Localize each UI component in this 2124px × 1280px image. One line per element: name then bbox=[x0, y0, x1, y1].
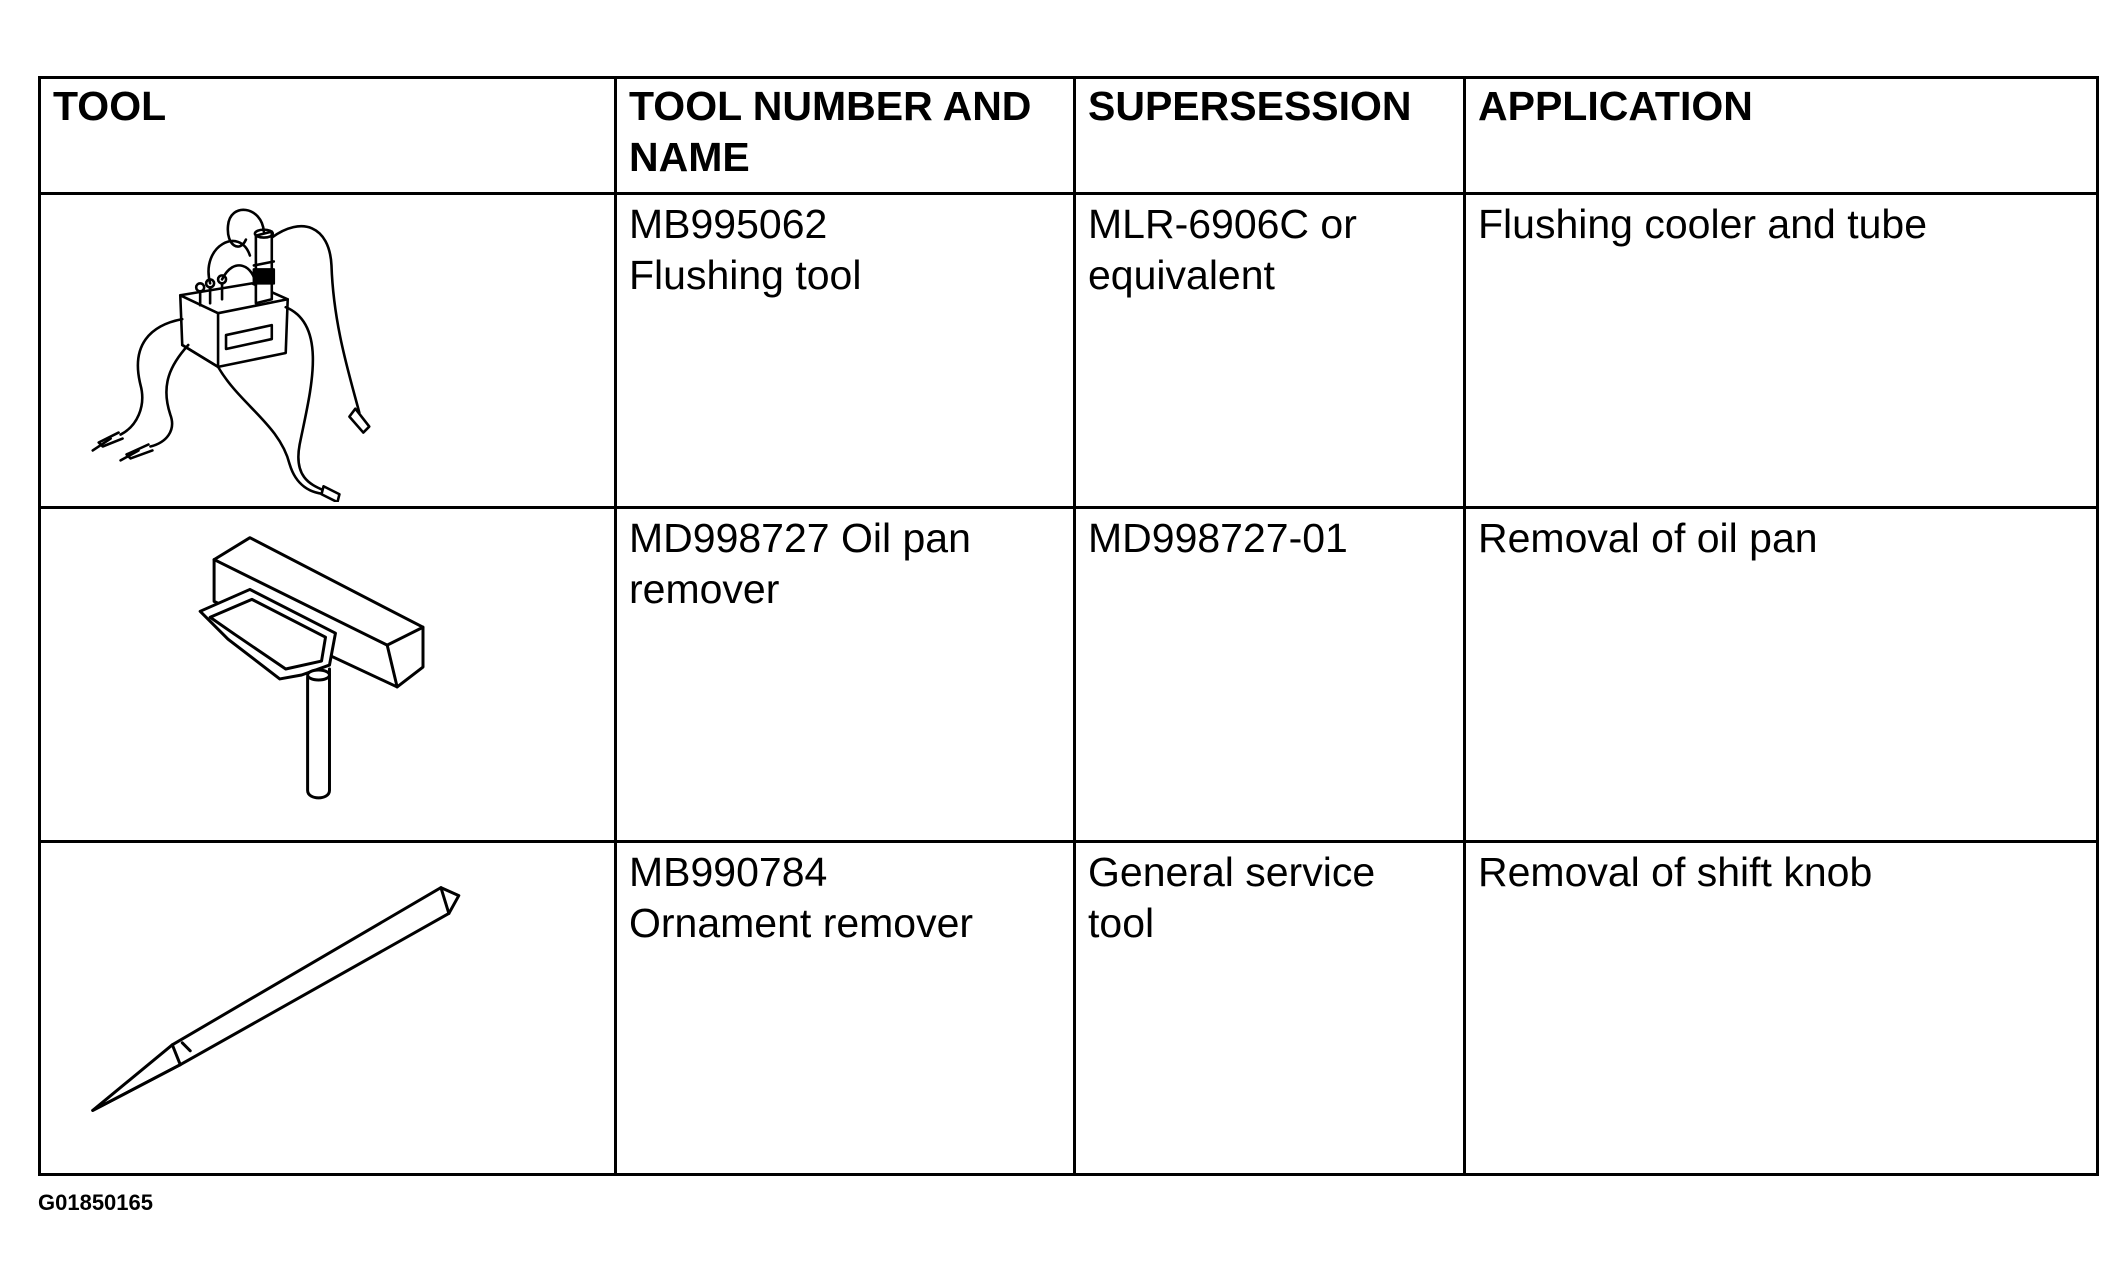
supersession-line1: MLR-6906C or bbox=[1088, 201, 1357, 247]
supersession-line2: equivalent bbox=[1088, 252, 1275, 298]
tool-name: Ornament remover bbox=[629, 900, 974, 946]
table-row bbox=[40, 508, 2098, 842]
header-tool: TOOL bbox=[40, 78, 616, 194]
table-row bbox=[40, 842, 2098, 1175]
flushing-tool-illustration bbox=[41, 195, 614, 502]
special-tools-table bbox=[38, 76, 2099, 1176]
oil-pan-remover-illustration bbox=[41, 509, 614, 836]
header-application: APPLICATION bbox=[1465, 78, 2098, 194]
tool-number-name-cell bbox=[616, 842, 1075, 1175]
tool-image-cell bbox=[40, 194, 616, 508]
supersession-line1: General service bbox=[1088, 849, 1376, 895]
supersession-cell bbox=[1075, 842, 1465, 1175]
tool-name: remover bbox=[629, 566, 780, 612]
supersession-line2: tool bbox=[1088, 900, 1155, 946]
application-cell: Removal of shift knob bbox=[1465, 842, 2098, 1175]
tool-number: MD998727 Oil pan bbox=[629, 515, 971, 561]
tool-number-name-cell bbox=[616, 194, 1075, 508]
application-cell: Removal of oil pan bbox=[1465, 508, 2098, 842]
application-cell: Flushing cooler and tube bbox=[1465, 194, 2098, 508]
tool-name: Flushing tool bbox=[629, 252, 862, 298]
header-tool-number-line1: TOOL NUMBER AND bbox=[629, 83, 1032, 129]
tool-number-name-cell bbox=[616, 508, 1075, 842]
supersession-cell bbox=[1075, 508, 1465, 842]
table-row bbox=[40, 194, 2098, 508]
header-tool-number-line2: NAME bbox=[629, 134, 750, 180]
supersession-cell bbox=[1075, 194, 1465, 508]
tool-number: MB990784 bbox=[629, 849, 828, 895]
header-tool-number-and-name bbox=[616, 78, 1075, 194]
ornament-remover-illustration bbox=[41, 843, 614, 1169]
header-row bbox=[40, 78, 2098, 194]
supersession-line1: MD998727-01 bbox=[1088, 515, 1348, 561]
tool-number: MB995062 bbox=[629, 201, 828, 247]
header-supersession: SUPERSESSION bbox=[1075, 78, 1465, 194]
tool-image-cell bbox=[40, 842, 616, 1175]
tool-image-cell bbox=[40, 508, 616, 842]
figure-id: G01850165 bbox=[38, 1190, 153, 1215]
